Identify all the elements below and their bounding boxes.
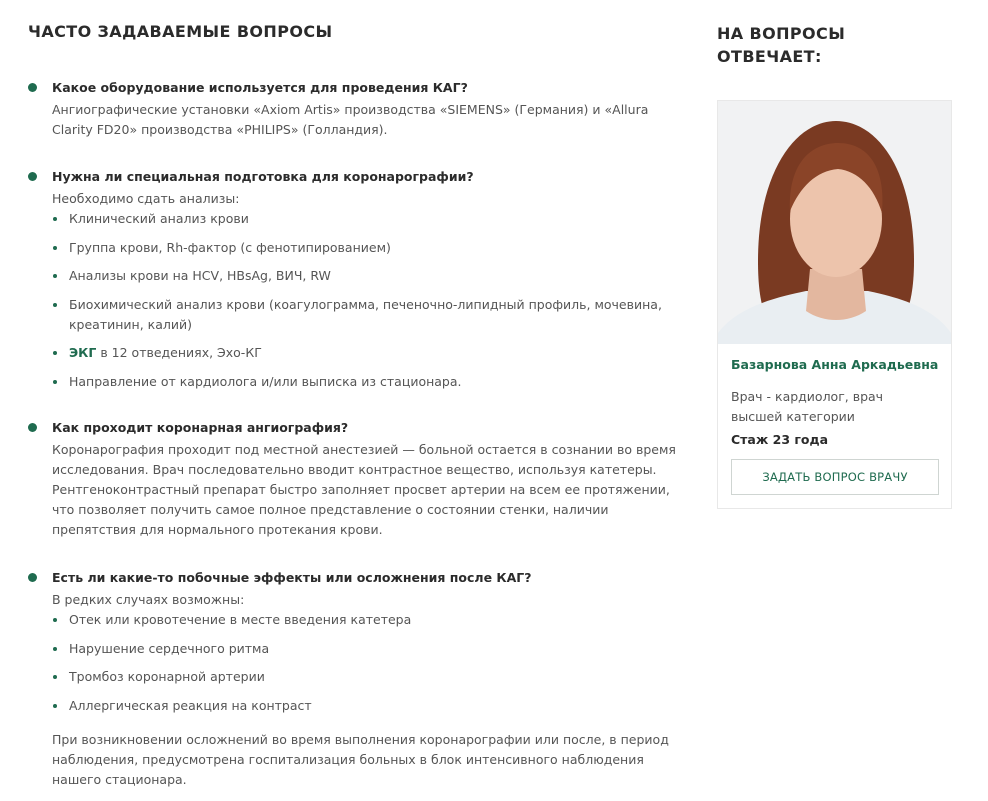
faq-item [28, 78, 678, 140]
list-item [52, 343, 678, 363]
doctor-photo [718, 101, 951, 344]
list-item: Аллергическая реакция на контраст [52, 696, 678, 716]
list-item: Отек или кровотечение в месте введения катетера [52, 610, 678, 630]
faq-answer: Ангиографические установки «Axiom Artis» производства «SIEMENS» (Германия) и «Allura Clarity FD20» производства «PHILIPS» (Голландия). [52, 102, 649, 137]
answer-section-title: НА ВОПРОСЫ ОТВЕЧАЕТ: [717, 24, 846, 66]
ekg-link[interactable]: ЭКГ [69, 345, 97, 360]
bullet-icon [28, 423, 37, 432]
list-item: Биохимический анализ крови (коагулограмма, печеночно-липидный профиль, мочевина, креатинин, калий) [52, 295, 678, 335]
faq-question[interactable]: Есть ли какие-то побочные эффекты или осложнения после КАГ? [52, 570, 532, 585]
doctor-experience: Стаж 23 года [731, 432, 829, 447]
doctor-name: Базарнова Анна Аркадьевна [731, 357, 939, 372]
bullet-icon [28, 172, 37, 181]
list-item: Нарушение сердечного ритма [52, 639, 678, 659]
list-item: Клинический анализ крови [52, 209, 678, 229]
faq-item [28, 167, 678, 400]
list-item: Направление от кардиолога и/или выписка из стационара. [52, 372, 678, 392]
doctor-portrait-placeholder [718, 101, 951, 344]
faq-answer: Коронарография проходит под местной анестезией — больной остается в сознании во время исследования. Врач последовательно вводит контрастное вещество, используя катетеры. Рентгеноконтрастный препарат быстро заполняет просвет артерии на всем ее протяжении, что позволяет получить самое полное представление о состоянии стенки, наличии препятствия для нормального протекания крови. [52, 442, 676, 537]
faq-answer-list [52, 610, 678, 716]
bullet-icon [28, 83, 37, 92]
list-item: Тромбоз коронарной артерии [52, 667, 678, 687]
faq-question[interactable]: Как проходит коронарная ангиография? [52, 420, 349, 435]
faq-question[interactable]: Какое оборудование используется для проведения КАГ? [52, 80, 468, 95]
faq-item [28, 568, 678, 790]
faq-answer-intro: Необходимо сдать анализы: [52, 191, 240, 206]
bullet-icon [28, 573, 37, 582]
faq-item [28, 418, 678, 540]
list-item-text: в 12 отведениях, Эхо-КГ [96, 345, 262, 360]
list-item: Группа крови, Rh-фактор (с фенотипированием) [52, 238, 678, 258]
doctor-position: Врач - кардиолог, врач высшей категории [731, 389, 884, 424]
faq-answer-list [52, 209, 678, 392]
ask-doctor-button[interactable]: ЗАДАТЬ ВОПРОС ВРАЧУ [731, 459, 939, 495]
faq-answer-note: При возникновении осложнений во время выполнения коронарографии или после, в период наблюдения, предусмотрена госпитализация больных в блок интенсивного наблюдения нашего стационара. [52, 731, 669, 787]
faq-question[interactable]: Нужна ли специальная подготовка для коронарографии? [52, 169, 474, 184]
list-item: Анализы крови на HCV, HBsAg, ВИЧ, RW [52, 266, 678, 286]
faq-answer-intro: В редких случаях возможны: [52, 592, 245, 607]
doctor-card [717, 100, 952, 509]
faq-title: ЧАСТО ЗАДАВАЕМЫЕ ВОПРОСЫ [28, 22, 333, 41]
